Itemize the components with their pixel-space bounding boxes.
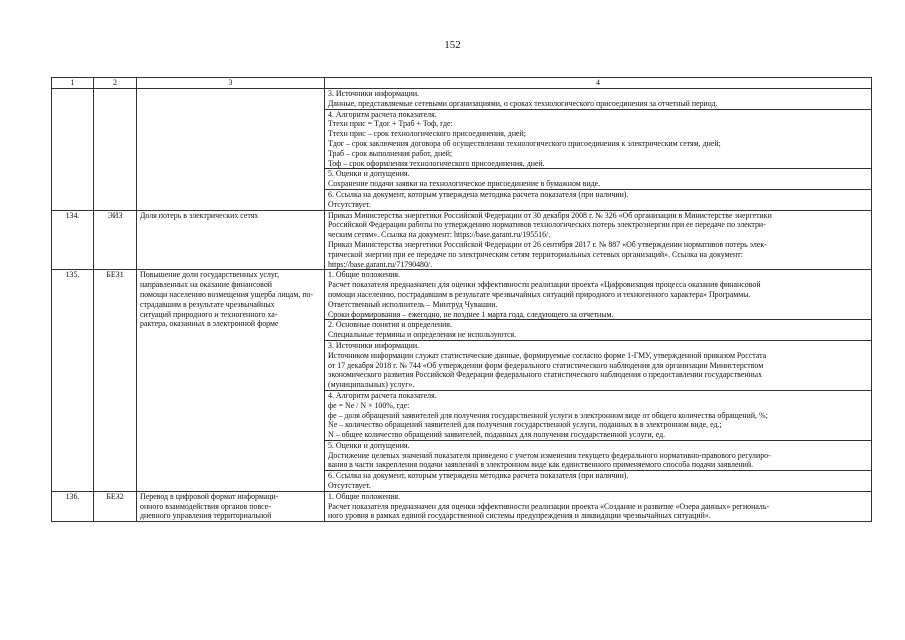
methodology-line: Отсутствует. bbox=[328, 481, 371, 491]
methodology-line: помощи населению, пострадавшим в результате чрезвычайных ситуаций природного и техногенного характера» Программы. bbox=[328, 289, 751, 299]
methodology-block bbox=[325, 440, 872, 470]
methodology-line: Источником информации служат статистические данные, формируемые согласно форме 1-ГМУ, утвержденной приказом Росстата bbox=[328, 350, 767, 360]
methodology-block bbox=[325, 189, 872, 210]
methodology-line: от 17 декабря 2018 г. № 744 «Об утверждении форм федерального статистического наблюдения для организации Министерством bbox=[328, 360, 764, 370]
methodology-line: Данные, представляемые сетевыми организациями, о сроках технологического присоединения за отчетный период. bbox=[328, 98, 718, 108]
indicator-code: БЕЗ2 bbox=[94, 491, 137, 521]
methodology-line: 1. Общие положения. bbox=[328, 491, 401, 501]
table-row bbox=[52, 89, 872, 110]
methodology-line: Тдог – срок заключения договора об осуществлении технологического присоединения к электрическим сетям, дней; bbox=[328, 138, 721, 148]
methodology-line: 3. Источники информации. bbox=[328, 340, 420, 350]
indicator-code bbox=[94, 89, 137, 211]
indicator-code: ЭИ3 bbox=[94, 210, 137, 270]
methodology-line: Приказ Министерства энергетики Российской Федерации от 26 сентября 2017 г. № 887 «Об утверждении нормативов потерь элек- bbox=[328, 239, 767, 249]
indicator-name-line: помощи населению возмещения ущерба лицам, по- bbox=[140, 289, 314, 299]
methodology-line: Тоф – срок оформления технологического присоединения, дней. bbox=[328, 158, 545, 168]
methodology-line: Траб – срок выполнения работ, дней; bbox=[328, 148, 453, 158]
methodology-line: ного уровня в рамках единой государственной системы предупреждения и ликвидации чрезвычайных ситуаций». bbox=[328, 511, 711, 521]
indicator-name-line: онного взаимодействия органов повсе- bbox=[140, 501, 271, 511]
row-number bbox=[52, 89, 94, 211]
indicator-table bbox=[51, 77, 872, 522]
methodology-block bbox=[325, 390, 872, 440]
indicator-name bbox=[137, 270, 325, 492]
indicator-name bbox=[137, 491, 325, 521]
indicator-name bbox=[137, 89, 325, 211]
methodology-line: Расчет показателя предназначен для оценки эффективности реализации проекта «Цифровизация процесса оказания финансовой bbox=[328, 280, 761, 290]
methodology-line: 5. Оценки и допущения. bbox=[328, 440, 410, 450]
methodology-line: Расчет показателя предназначен для оценки эффективности реализации проекта «Создание и развитие «Озера данных» региональ- bbox=[328, 501, 770, 511]
methodology-line: Российской Федерации работы по утверждению нормативов технологических потерь электроэнергии при ее передаче по электри- bbox=[328, 220, 766, 230]
indicator-name-line: Повышение доли государственных услуг, bbox=[140, 270, 280, 280]
methodology-block bbox=[325, 210, 872, 270]
methodology-line: 5. Оценки и допущения. bbox=[328, 169, 410, 179]
methodology-line: Nе – количество обращений заявителей для получения государственной услуги, поданных в в электронном виде, ед.; bbox=[328, 420, 722, 430]
methodology-line: 4. Алгоритм расчета показателя. bbox=[328, 109, 437, 119]
methodology-line: 3. Источники информации. bbox=[328, 89, 420, 98]
methodology-line: Сроки формирования – ежегодно, не позднее 1 марта года, следующего за отчетным. bbox=[328, 309, 614, 319]
methodology-line: (муниципальных) услуг». bbox=[328, 380, 415, 390]
table-header-row bbox=[52, 78, 872, 89]
methodology-line: Достижение целевых значений показателя приведено с учетом изменения текущего федерального нормативно-правового регулиро- bbox=[328, 450, 771, 460]
methodology-line: вания в части закрепления подачи заявлений в электронном виде как единственного применяемого способа подачи заявлений. bbox=[328, 460, 754, 470]
methodology-line: Ттехн прис = Тдог + Траб + Тоф, где: bbox=[328, 119, 453, 129]
methodology-line: экономического развития Российской Федерации федерального статистического наблюдения о предоставлении государственных bbox=[328, 370, 763, 380]
row-number: 134. bbox=[52, 210, 94, 270]
methodology-block bbox=[325, 320, 872, 341]
methodology-line: 4. Алгоритм расчета показателя. bbox=[328, 390, 437, 400]
methodology-line: Сохранение подачи заявки на технологическое присоединение в бумажном виде. bbox=[328, 179, 601, 189]
methodology-line: 1. Общие положения. bbox=[328, 270, 401, 280]
methodology-line: N – общее количество обращений заявителей, поданных для получения государственной услуги, ед. bbox=[328, 430, 666, 440]
methodology-line: фе – доля обращений заявителей для получения государственной услуги в электронном виде от общего количества обращений, %; bbox=[328, 410, 768, 420]
indicator-name-line: ситуаций природного и техногенного ха- bbox=[140, 309, 278, 319]
indicator-name-line: рактера, оказанных в электронной форме bbox=[140, 319, 279, 329]
methodology-line: https://base.garant.ru/71790480/. bbox=[328, 259, 433, 269]
methodology-line: Отсутствует. bbox=[328, 199, 371, 209]
methodology-block bbox=[325, 270, 872, 320]
row-number: 135. bbox=[52, 270, 94, 492]
page-number: 152 bbox=[444, 39, 461, 51]
methodology-line: трической энергии при ее передаче по электрическим сетям территориальных сетевых организаций». Ссылка на документ: bbox=[328, 249, 743, 259]
row-number: 136. bbox=[52, 491, 94, 521]
methodology-line: Специальные термины и определения не используются. bbox=[328, 330, 517, 340]
methodology-block bbox=[325, 491, 872, 521]
indicator-name bbox=[137, 210, 325, 270]
header-cell: 3 bbox=[137, 78, 325, 89]
indicator-name-line: Доля потерь в электрических сетях bbox=[140, 210, 259, 220]
indicator-name-line: страдавшим в результате чрезвычайных bbox=[140, 299, 275, 309]
table-row bbox=[52, 270, 872, 320]
methodology-line: 6. Ссылка на документ, которым утверждена методика расчета показателя (при наличии). bbox=[328, 471, 629, 481]
methodology-line: Ттехн прис – срок технологического присоединения, дней; bbox=[328, 129, 526, 139]
methodology-block bbox=[325, 471, 872, 492]
indicator-name-line: дневного управления территориальной bbox=[140, 511, 272, 521]
methodology-block bbox=[325, 169, 872, 190]
methodology-line: 6. Ссылка на документ, которым утверждена методика расчета показателя (при наличии). bbox=[328, 189, 629, 199]
methodology-line: Приказ Министерства энергетики Российской Федерации от 30 декабря 2008 г. № 326 «Об организации в Министерстве энергетики bbox=[328, 210, 772, 220]
header-cell: 4 bbox=[325, 78, 872, 89]
methodology-line: Ответственный исполнитель – Минтруд Чувашии. bbox=[328, 299, 498, 309]
indicator-name-line: Перевод в цифровой формат информаци- bbox=[140, 491, 279, 501]
indicator-code: БЕЗ1 bbox=[94, 270, 137, 492]
indicator-name-line: направленных на оказание финансовой bbox=[140, 280, 272, 290]
methodology-block bbox=[325, 89, 872, 110]
methodology-line: 2. Основные понятия и определения. bbox=[328, 320, 452, 330]
table-row bbox=[52, 491, 872, 521]
table-row bbox=[52, 210, 872, 270]
methodology-line: ческим сетям». Ссылка на документ: https://base.garant.ru/195516/. bbox=[328, 230, 551, 240]
header-cell: 1 bbox=[52, 78, 94, 89]
header-cell: 2 bbox=[94, 78, 137, 89]
methodology-block bbox=[325, 340, 872, 390]
methodology-line: фе = Nе / N × 100%, где: bbox=[328, 400, 410, 410]
methodology-block bbox=[325, 109, 872, 169]
